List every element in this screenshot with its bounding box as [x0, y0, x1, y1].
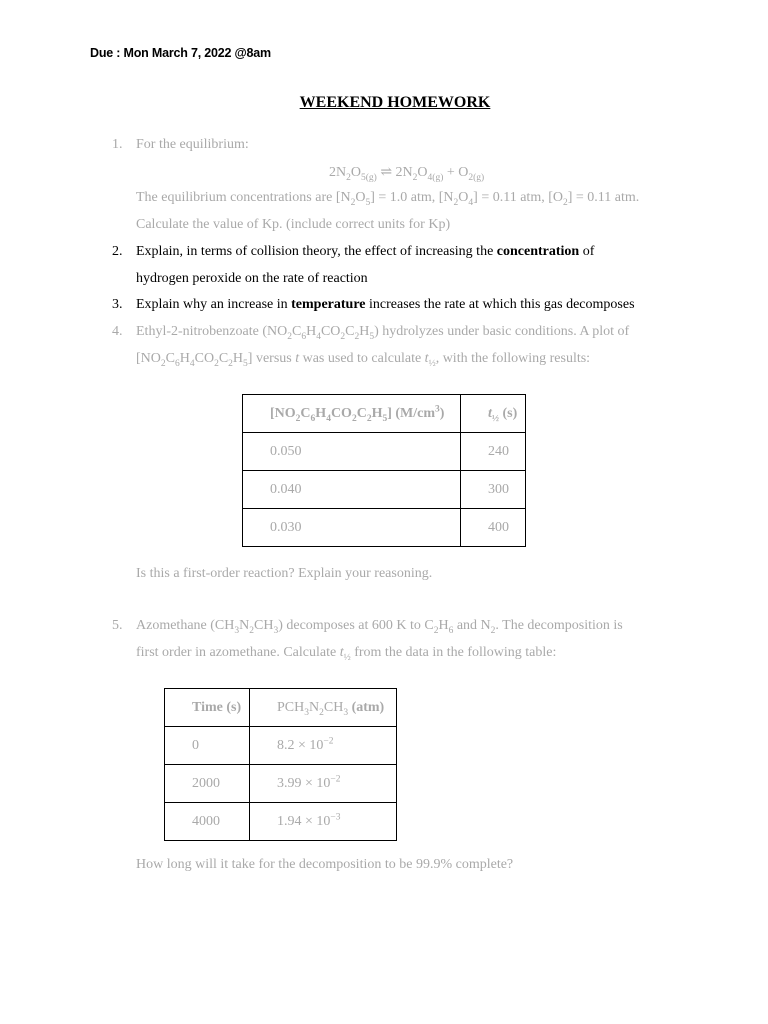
table-cell — [250, 727, 397, 765]
text-segment: H — [371, 405, 383, 421]
text-segment: 2 — [351, 413, 357, 424]
table-cell — [250, 803, 397, 841]
text-segment: 5 — [369, 331, 375, 342]
text-segment: −2 — [330, 773, 341, 784]
text-segment: 4 — [468, 197, 474, 208]
text-segment: CO — [320, 324, 341, 339]
text-segment: 2(g) — [468, 172, 485, 183]
table-row — [165, 765, 397, 803]
text-segment: 3 — [435, 403, 440, 414]
table-row — [165, 689, 397, 727]
q3-number: 3. — [112, 297, 123, 312]
text-segment: ] (M/cm — [387, 405, 436, 421]
text-segment: from the data in the following table: — [350, 645, 557, 660]
table-header-half-life — [461, 395, 526, 433]
text-segment: C — [291, 324, 302, 339]
text-segment: 2 — [433, 625, 439, 636]
text-segment: H — [179, 351, 190, 366]
text-segment: ] = 1.0 atm, [N — [370, 190, 454, 205]
text-segment: 3 — [343, 707, 349, 718]
text-segment: 4(g) — [427, 172, 444, 183]
text-segment: ) decomposes at 600 K to C — [278, 618, 434, 633]
text-segment: 2N — [329, 165, 347, 180]
q1-calc: Calculate the value of Kp. (include correct units for Kp) — [136, 217, 451, 232]
text-segment: 2 — [490, 625, 496, 636]
table-header-pressure — [250, 689, 397, 727]
text-segment: CH — [253, 618, 274, 633]
text-segment: C — [356, 405, 367, 421]
text-segment: t — [295, 351, 300, 366]
text-segment: 6 — [310, 413, 316, 424]
text-segment: concentration — [496, 244, 580, 259]
text-segment: N — [308, 699, 320, 715]
text-segment: CO — [194, 351, 215, 366]
text-segment: 6 — [174, 358, 180, 369]
table-row — [243, 433, 526, 471]
text-segment: ] = 0.11 atm, [O — [473, 190, 563, 205]
text-segment: ½ — [428, 358, 436, 369]
text-segment: 4 — [189, 358, 195, 369]
q2-line1 — [136, 243, 594, 261]
text-segment: 2 — [350, 197, 356, 208]
text-segment: O — [417, 165, 428, 180]
text-segment: O — [355, 190, 366, 205]
text-segment: 4 — [316, 331, 321, 342]
table-cell: 0.030 — [243, 509, 461, 547]
q2-line2: hydrogen peroxide on the rate of reaction — [136, 271, 368, 286]
table-cell: 0.040 — [243, 471, 461, 509]
text-segment: H — [315, 405, 327, 421]
table-row — [165, 727, 397, 765]
text-segment: and N — [453, 618, 491, 633]
table-row — [243, 471, 526, 509]
text-segment: CO — [330, 405, 352, 421]
text-segment: was used to calculate — [299, 351, 425, 366]
table-cell: 2000 — [165, 765, 250, 803]
table-cell: 0.050 — [243, 433, 461, 471]
text-segment: 2 — [287, 331, 292, 342]
table-cell: 400 — [461, 509, 526, 547]
text-segment: ⇌ 2N — [376, 165, 413, 180]
table-row — [243, 395, 526, 433]
text-segment: 2 — [354, 331, 360, 342]
text-segment: C — [165, 351, 175, 366]
text-segment: first order in azomethane. Calculate — [136, 645, 340, 660]
q4-number: 4. — [112, 324, 123, 339]
q5-line2 — [136, 644, 556, 662]
text-segment: + O — [443, 165, 469, 180]
text-segment: Ethyl-2-nitrobenzoate (NO — [136, 324, 288, 339]
text-segment: 2 — [453, 197, 459, 208]
text-segment: 2 — [366, 413, 372, 424]
text-segment: ) — [439, 405, 445, 421]
text-segment: 6 — [301, 331, 307, 342]
text-segment: 4 — [326, 413, 331, 424]
text-segment: C — [345, 324, 355, 339]
text-segment: H — [359, 324, 370, 339]
due-date: Due : Mon March 7, 2022 @8am — [90, 46, 271, 60]
text-segment: t — [488, 405, 492, 421]
text-segment: 3.99 × 10 — [277, 775, 331, 791]
text-segment: C — [300, 405, 311, 421]
table-cell: 300 — [461, 471, 526, 509]
text-segment: (atm) — [348, 699, 385, 715]
table-cell: 0 — [165, 727, 250, 765]
q1-concentrations — [136, 189, 639, 207]
text-segment: 2 — [346, 172, 351, 183]
text-segment: [NO — [270, 405, 296, 421]
text-segment: 2 — [295, 413, 301, 424]
text-segment: temperature — [291, 297, 366, 312]
text-segment: . The decomposition is — [495, 618, 623, 633]
q4-line1 — [136, 323, 629, 341]
text-segment: 5(g) — [361, 172, 377, 183]
table-cell — [250, 765, 397, 803]
text-segment: CH — [323, 699, 344, 715]
text-segment: increases the rate at which this gas decomposes — [365, 297, 635, 312]
text-segment: 2 — [412, 172, 418, 183]
q4-line2 — [136, 350, 590, 368]
q5-question: How long will it take for the decomposition to be 99.9% complete? — [136, 857, 514, 872]
text-segment: ] versus — [247, 351, 296, 366]
q3-line1 — [136, 296, 635, 314]
text-segment: ) hydrolyzes under basic conditions. A plot of — [374, 324, 630, 339]
text-segment: 5 — [243, 358, 248, 369]
text-segment: ½ — [491, 413, 500, 424]
q5-table — [164, 688, 397, 841]
text-segment: Azomethane (CH — [136, 618, 235, 633]
q1-intro: For the equilibrium: — [136, 137, 249, 152]
text-segment: t — [339, 645, 344, 660]
text-segment: ½ — [343, 652, 351, 663]
q1-equation — [329, 164, 484, 182]
text-segment: 2 — [228, 358, 233, 369]
table-header-time: Time (s) — [165, 689, 250, 727]
text-segment: 5 — [365, 197, 371, 208]
text-segment: 8.2 × 10 — [277, 737, 324, 753]
page-title: WEEKEND HOMEWORK — [299, 94, 491, 111]
text-segment: 6 — [448, 625, 454, 636]
text-segment: Explain, in terms of collision theory, the effect of increasing the — [136, 244, 497, 259]
text-segment: 2 — [214, 358, 219, 369]
text-segment: 5 — [382, 413, 388, 424]
text-segment: t — [424, 351, 429, 366]
text-segment: [NO — [136, 351, 161, 366]
text-segment: 3 — [273, 625, 279, 636]
text-segment: of — [579, 244, 595, 259]
q2-number: 2. — [112, 244, 123, 259]
table-cell: 4000 — [165, 803, 250, 841]
text-segment: 2 — [319, 707, 324, 718]
text-segment: ] = 0.11 atm. — [567, 190, 640, 205]
text-segment: 3 — [234, 625, 240, 636]
table-cell: 240 — [461, 433, 526, 471]
text-segment: O — [458, 190, 469, 205]
q4-question: Is this a first-order reaction? Explain your reasoning. — [136, 566, 433, 581]
text-segment: , with the following results: — [435, 351, 591, 366]
q4-table — [242, 394, 526, 547]
table-row — [165, 803, 397, 841]
text-segment: H — [232, 351, 244, 366]
text-segment: The equilibrium concentrations are [N — [136, 190, 351, 205]
q5-line1 — [136, 617, 623, 635]
text-segment: C — [218, 351, 229, 366]
text-segment: 3 — [304, 707, 309, 718]
text-segment: 1.94 × 10 — [277, 813, 331, 829]
text-segment: (s) — [499, 405, 518, 421]
text-segment: O — [350, 165, 361, 180]
text-segment: N — [239, 618, 250, 633]
text-segment: −3 — [330, 811, 341, 822]
text-segment: 2 — [160, 358, 166, 369]
text-segment: 2 — [249, 625, 254, 636]
q1-number: 1. — [112, 137, 123, 152]
text-segment: PCH — [277, 699, 305, 715]
text-segment: H — [306, 324, 317, 339]
table-row — [243, 509, 526, 547]
text-segment: 2 — [562, 197, 568, 208]
text-segment: Explain why an increase in — [136, 297, 292, 312]
q5-number: 5. — [112, 618, 123, 633]
text-segment: H — [438, 618, 449, 633]
text-segment: −2 — [323, 735, 334, 746]
table-header-concentration — [243, 395, 461, 433]
text-segment: 2 — [340, 331, 346, 342]
